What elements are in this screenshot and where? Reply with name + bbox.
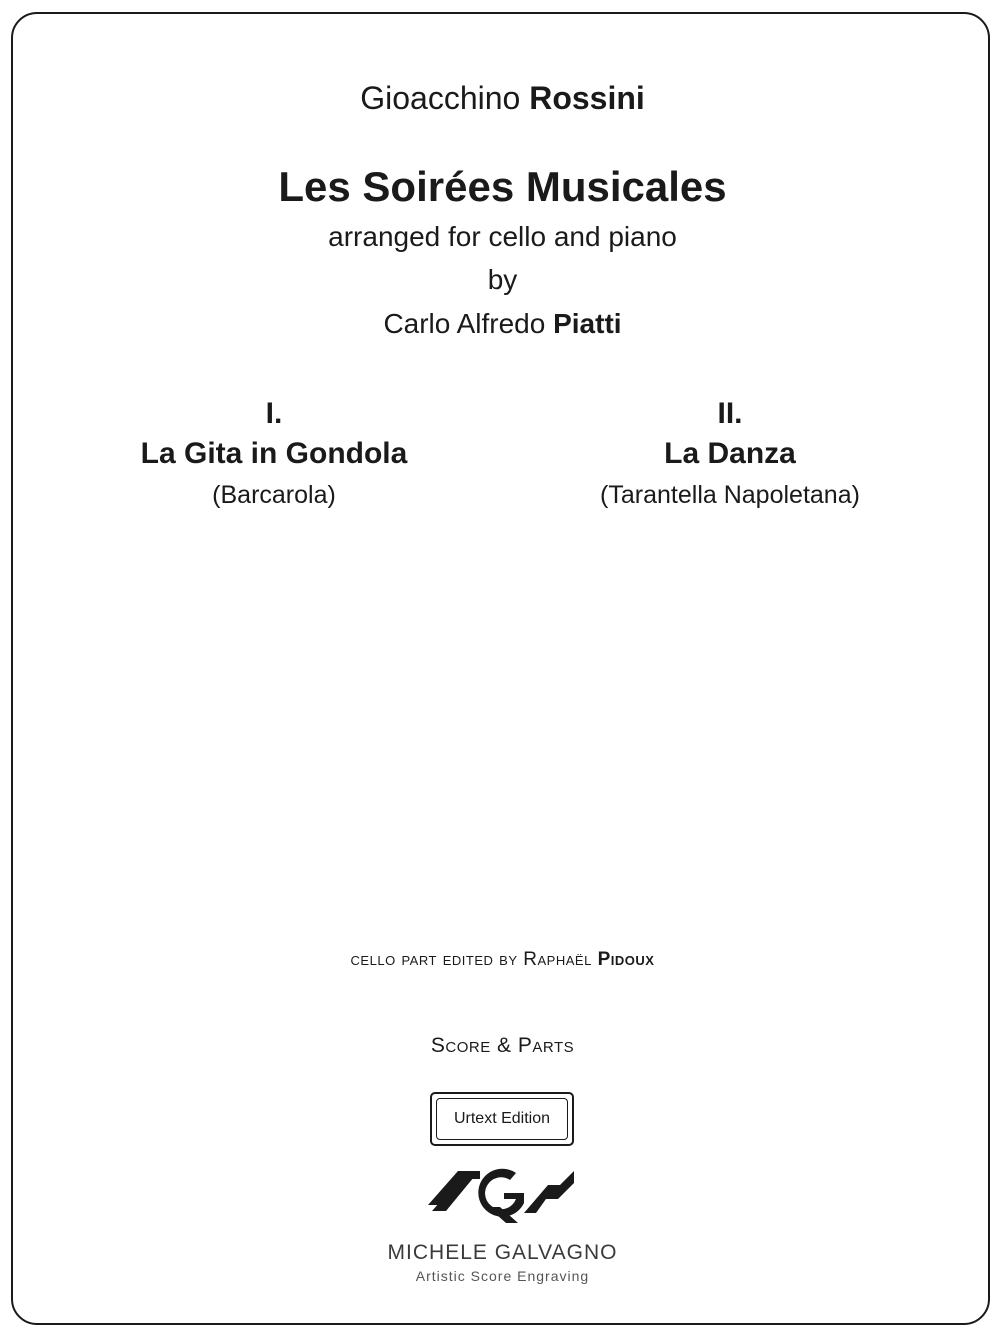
movement-subtitle: (Barcarola) [212,481,336,509]
arranger-first-name: Carlo Alfredo [383,308,546,339]
urtext-badge-label: Urtext Edition [436,1098,568,1140]
editor-credit [0,947,1005,973]
composer-last-name: Rossini [529,80,645,116]
movement-1 [64,395,484,515]
publisher-logo-icon [428,1163,574,1225]
movement-number: II. [717,397,743,430]
arranger-name [0,306,1005,342]
urtext-badge [430,1092,574,1146]
work-subtitle: arranged for cello and piano [328,221,677,252]
score-and-parts-label: Score & Parts [430,1034,575,1057]
publisher-tagline: Artistic Score Engraving [415,1268,590,1284]
arranger-last-name: Piatti [553,308,622,339]
movement-subtitle: (Tarantella Napoletana) [600,481,860,509]
composer-name [0,78,1005,118]
movement-number: I. [265,397,283,430]
publisher-name: MICHELE GALVAGNO [387,1241,618,1264]
movement-2 [520,395,940,515]
editor-first-name: Raphaël [523,949,592,970]
editor-prefix: cello part edited by [350,949,518,970]
work-title: Les Soirées Musicales [278,163,727,210]
movement-title: La Gita in Gondola [140,437,408,470]
composer-first-name: Gioacchino [360,80,521,116]
editor-last-name: Pidoux [597,949,655,970]
by-label: by [487,264,518,295]
movement-title: La Danza [664,437,796,470]
